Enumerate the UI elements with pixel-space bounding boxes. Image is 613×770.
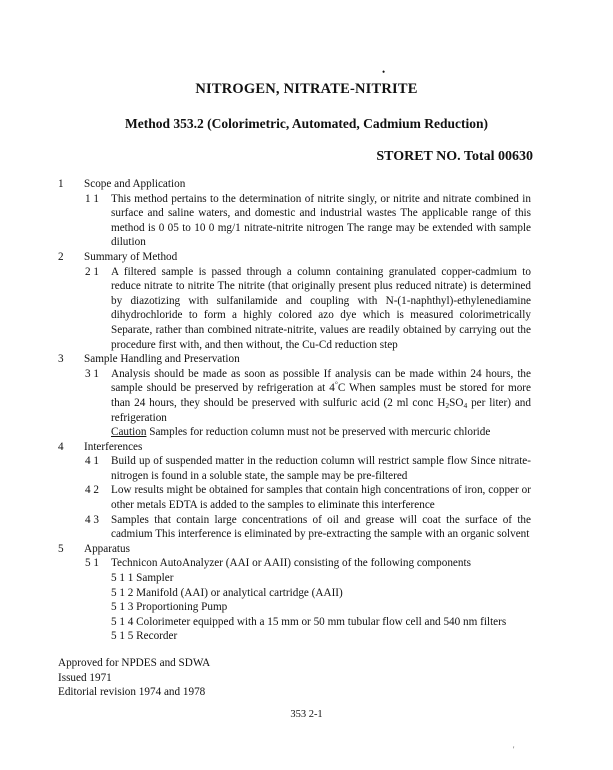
section-item: 4 3 Samples that contain large concentrations of oil and grease will coat the surface of the cadmium This interference is eliminated by pre-extracting the sample with an organic solvent [85, 513, 531, 541]
section-item: 5 1 Technicon AutoAnalyzer (AAI or AAII) consisting of the following components [85, 557, 471, 570]
section-heading: 5 Apparatus [58, 542, 130, 555]
subitem: 5 1 4 Colorimeter equipped with a 15 mm or 50 mm tubular flow cell and 540 nm filters [111, 615, 507, 628]
approved-line: Approved for NPDES and SDWA [58, 657, 211, 669]
caution-note: Caution Samples for reduction column must not be preserved with mercuric chloride [111, 426, 491, 439]
approval-footer [58, 656, 210, 700]
section-item: 3 1 Analysis should be made as soon as possible If analysis can be made within 24 hours, the sample should be preserved by refrigeration at 4°C When samples must be stored for more than 24 hours, they should be preserved with sulfuric acid (2 ml conc $H_2SO_4$ per liter) and refrigeration [85, 367, 531, 424]
method-subtitle: Method 353.2 (Colorimetric, Automated, Cadmium Reduction) [125, 116, 488, 131]
section-heading: 4 Interferences [58, 440, 143, 453]
subitem: 5 1 3 Proportioning Pump [111, 601, 228, 614]
revision-line: Editorial revision 1974 and 1978 [58, 686, 206, 699]
storet-number: STORET NO. Total 00630 [376, 149, 533, 164]
section-heading: 3 Sample Handling and Preservation [58, 353, 240, 366]
page-title: NITROGEN, NITRATE-NITRITE [195, 81, 418, 97]
speck-mark: ' [513, 745, 515, 754]
section-item: 4 2 Low results might be obtained for samples that contain high concentrations of iron, copper or other metals EDTA is added to the samples to eliminate this interference [85, 484, 531, 512]
page-number: 353 2-1 [290, 709, 323, 720]
subitem: 5 1 1 Sampler [111, 572, 174, 585]
subitem: 5 1 5 Recorder [111, 630, 178, 643]
section-heading: 1 Scope and Application [58, 178, 186, 190]
speck-mark: • [382, 67, 386, 77]
section-item: 1 1 This method pertains to the determination of nitrite singly, or nitrite and nitrate combined in surface and saline waters, and domestic and industrial wastes The applicable range of this method is 0 05 to 10 0 mg/1 nitrate-nitrite nitrogen The range may be extended with sample dilution [85, 192, 531, 249]
section-item: 2 1 A filtered sample is passed through a column containing granulated copper-cadmium to reduce nitrate to nitrite The nitrite (that originally present plus reduced nitrate) is determined by diazotizing with sulfanilamide and coupling with N-(1-naphthyl)-ethylenediamine dihydrochloride to form a highly colored azo dye which is measured colorimetrically Separate, rather than combined nitrate-nitrite, values are readily obtained by carrying out the procedure first with, and then without, the Cu-Cd reduction step [85, 265, 531, 351]
issued-line: Issued 1971 [58, 671, 112, 684]
section-heading: 2 Summary of Method [58, 250, 178, 263]
section-item: 4 1 Build up of suspended matter in the reduction column will restrict sample flow Since nitrate-nitrogen is found in a soluble state, the sample may be pre-filtered [85, 455, 531, 482]
subitem: 5 1 2 Manifold (AAI) or analytical cartridge (AAII) [111, 586, 343, 599]
document-body [0, 177, 613, 644]
caution-label: Caution [111, 426, 147, 439]
